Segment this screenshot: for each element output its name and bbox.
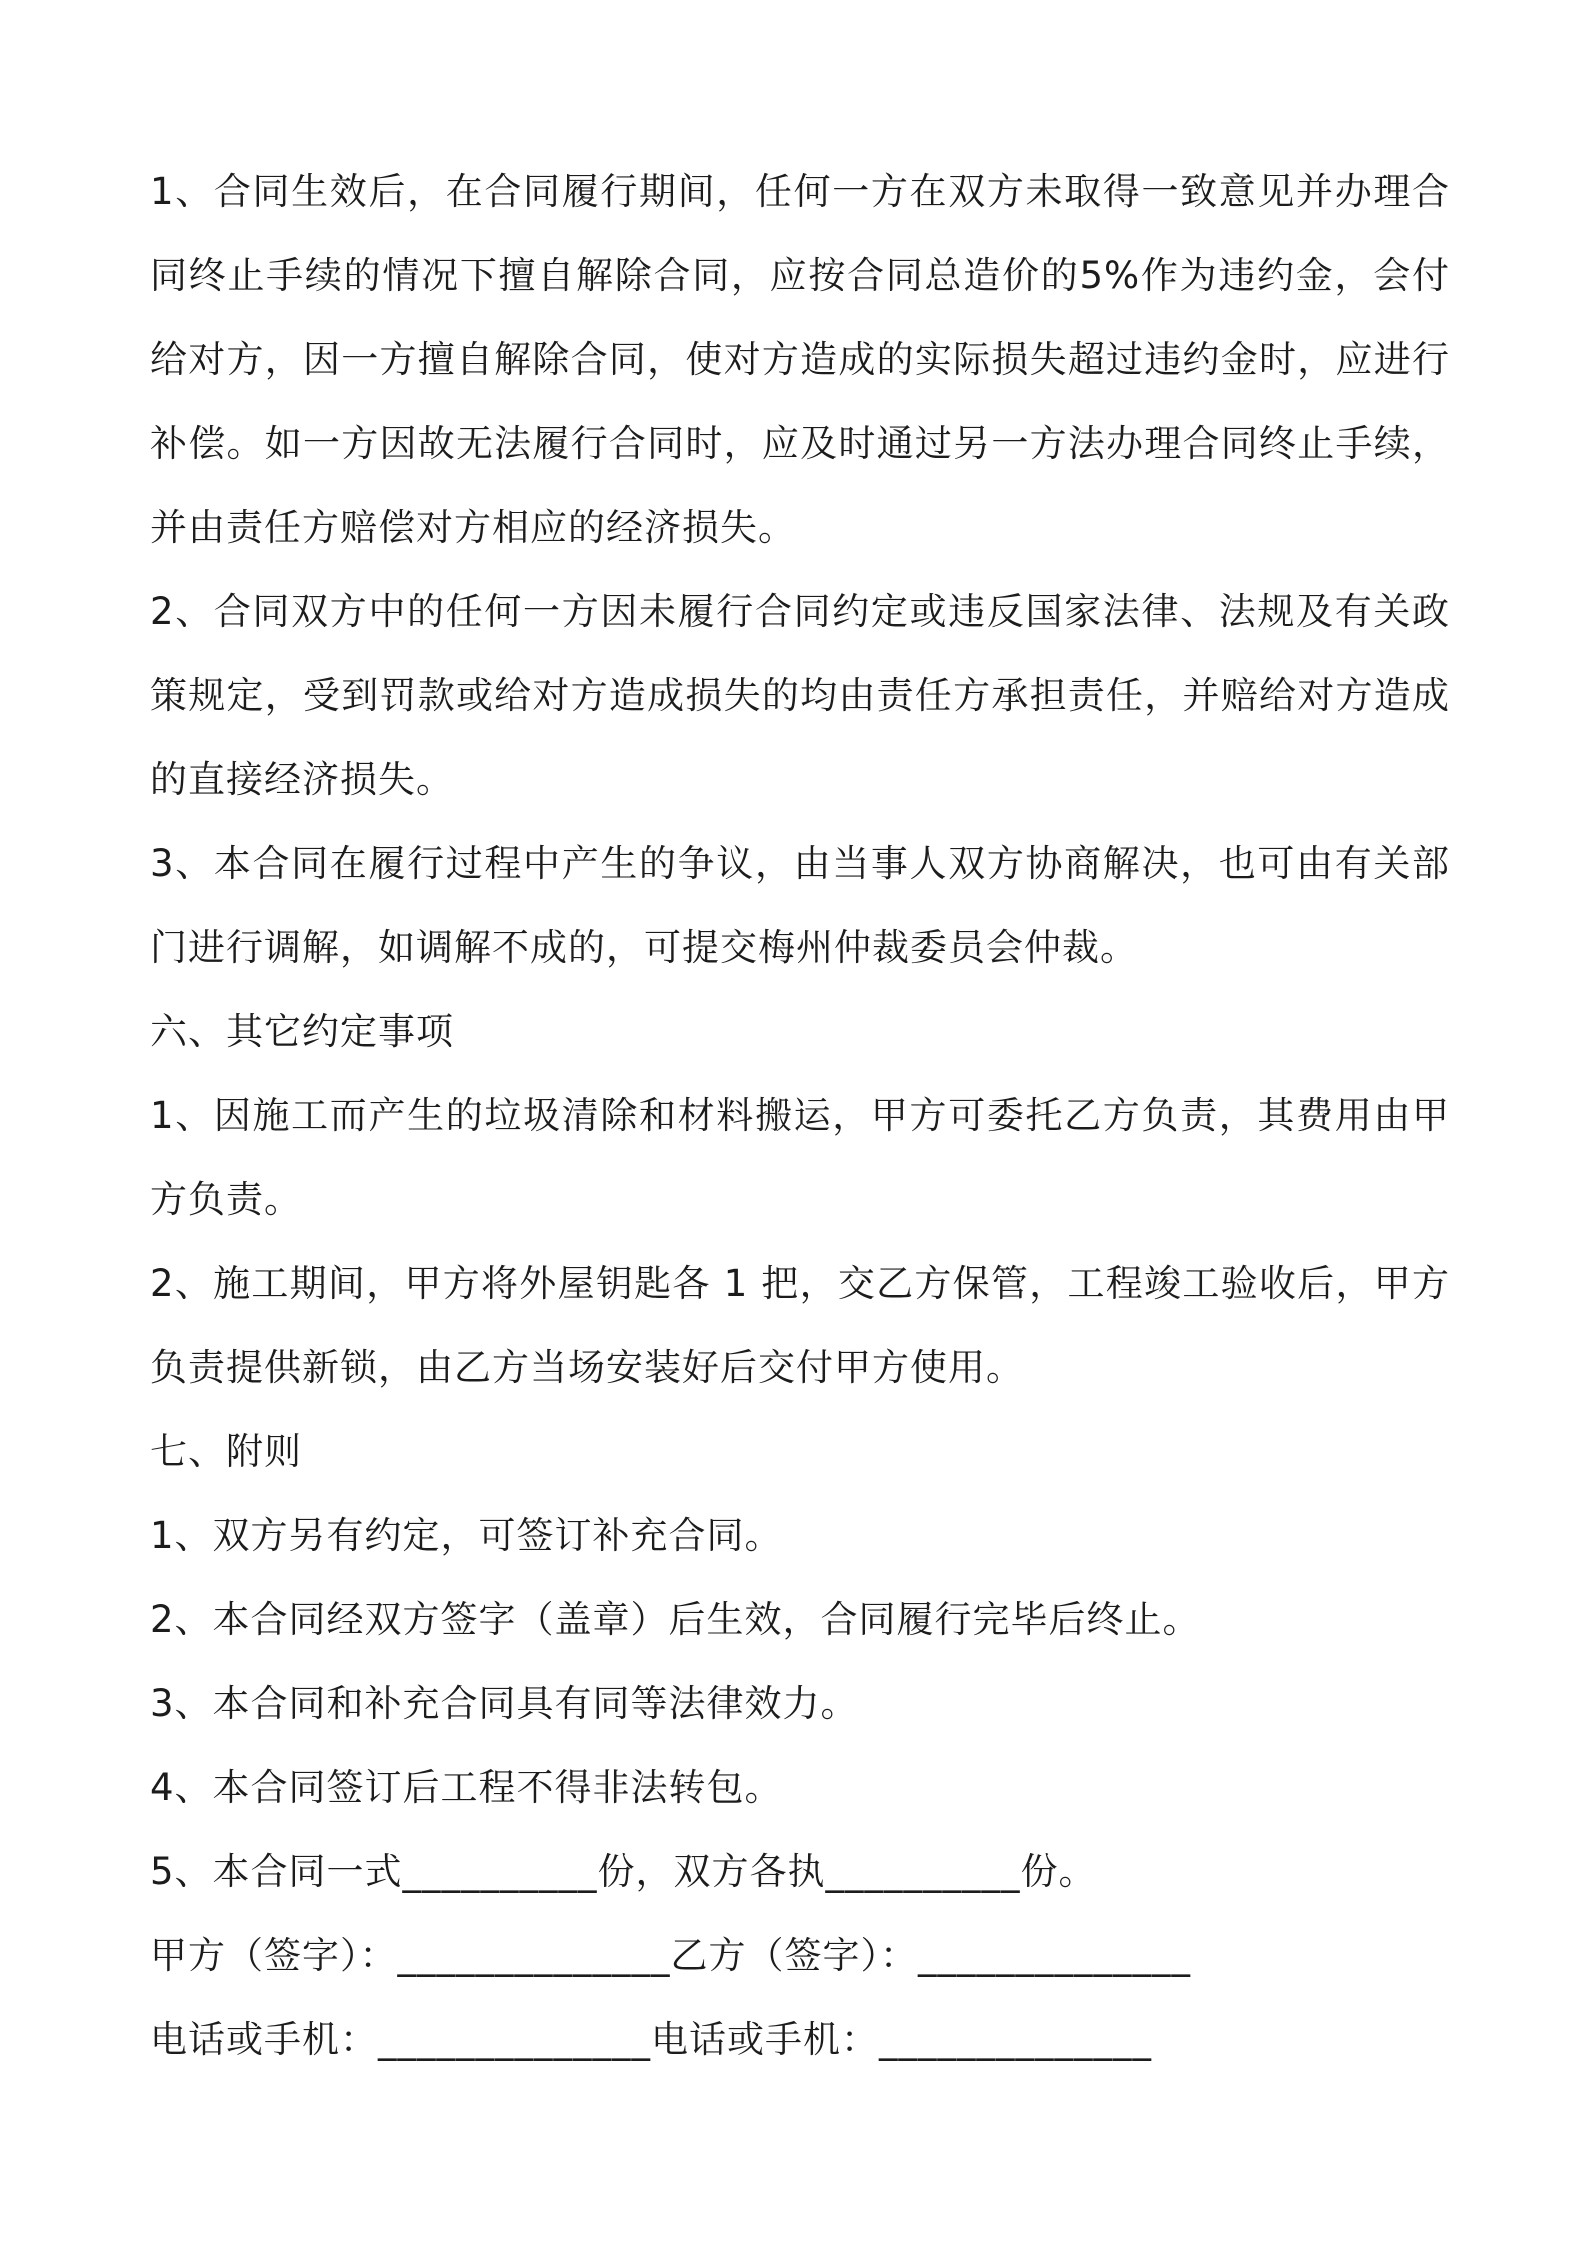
clause-equal-effect: 3、本合同和补充合同具有同等法律效力。 [150,1682,859,1725]
clause-dispute-resolution: 3、本合同在履行过程中产生的争议，由当事人双方协商解决，也可由有关部门进行调解，如调解不成的，可提交梅州仲裁委员会仲裁。 [150,842,1450,969]
party-a-signature-field: 甲方（签字）：______________ [150,1934,671,1977]
party-b-signature-field: 乙方（签字）：______________ [670,1934,1191,1977]
clause-keys-custody: 2、施工期间，甲方将外屋钥匙各 1 把，交乙方保管，工程竣工验收后，甲方负责提供新锁，由乙方当场安装好后交付甲方使用。 [150,1262,1450,1389]
clause-effective-date: 2、本合同经双方签字（盖章）后生效，合同履行完毕后终止。 [150,1598,1201,1641]
section-heading-supplementary: 七、附则 [150,1430,302,1473]
section-heading-other-agreements: 六、其它约定事项 [150,1010,454,1053]
clause-supplementary-contract: 1、双方另有约定，可签订补充合同。 [150,1514,783,1557]
signature-row [150,1914,1450,1998]
clause-breach-termination: 1、合同生效后，在合同履行期间，任何一方在双方未取得一致意见并办理合同终止手续的情况下擅自解除合同，应按合同总造价的5%作为违约金，会付给对方，因一方擅自解除合同，使对方造成的实际损失超过违约金时，应进行补偿。如一方因故无法履行合同时，应及时通过另一方法办理合同终止手续，并由责任方赔偿对方相应的经济损失。 [150,170,1450,549]
clause-waste-removal: 1、因施工而产生的垃圾清除和材料搬运，甲方可委托乙方负责，其费用由甲方负责。 [150,1094,1450,1221]
clause-no-subcontract: 4、本合同签订后工程不得非法转包。 [150,1766,783,1809]
phone-row [150,1998,1450,2082]
party-a-phone-field: 电话或手机：______________ [150,2018,651,2061]
contract-page [150,150,1450,2082]
party-b-phone-field: 电话或手机：______________ [651,2018,1152,2061]
clause-copies: 5、本合同一式__________份，双方各执__________份。 [150,1850,1097,1893]
clause-breach-liability: 2、合同双方中的任何一方因未履行合同约定或违反国家法律、法规及有关政策规定，受到罚款或给对方造成损失的均由责任方承担责任，并赔给对方造成的直接经济损失。 [150,590,1450,801]
